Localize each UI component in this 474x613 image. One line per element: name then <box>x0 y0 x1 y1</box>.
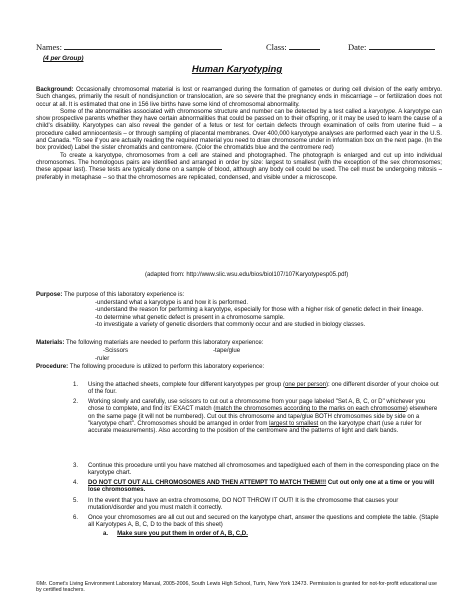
background-p2-term: karyotype <box>368 107 395 115</box>
step-number: 5. <box>73 497 79 504</box>
date-row <box>348 43 435 51</box>
purpose-item: -to determine what genetic defect is present in a chromosome sample. <box>95 313 285 321</box>
step4-text: Cut out only one at a time or you will lose chromosomes. <box>88 479 435 494</box>
step5-text: In the event that you have an extra chromosome, DO NOT THROW IT OUT! It is the chromosome that causes your mutation/disorder and you must match it correctly. <box>88 497 399 512</box>
source-citation: (adapted from: http://www.slic.wsu.edu/bios/biol107/107Karyotypesp05.pdf) <box>145 271 349 278</box>
procedure-label: Procedure: <box>36 363 69 370</box>
purpose-label: Purpose: <box>36 291 63 298</box>
step-number: 6. <box>73 514 79 521</box>
purpose-item: -understand the reason for performing a karyotype, especially for those with a higher risk of genetic defect in their lineage. <box>95 306 424 314</box>
background-p1: Occasionally chromosomal material is lost or rearranged during the formation of gametes or during cell division of the early embryo. Such changes, primarily the result of nondisjunction or translocation, are so severe that the pregnancy ends in miscarriage – or fertilization does not occur at all. It is estimated that one in 156 live births have some kind of chromosomal abnormality. <box>36 86 443 108</box>
procedure-step-6 <box>88 514 442 529</box>
step1-text-a: Using the attached sheets, complete four different karyotypes per group ( <box>88 381 286 388</box>
header-row <box>36 43 222 51</box>
step-number: 3. <box>73 462 79 469</box>
background-p3: To create a karyotype, chromosomes from a cell are stained and photographed. The photograph is enlarged and cut up into individual chromosomes. The homologous pairs are identified and arranged in order by size: largest to smallest (with the exception of the sex chromosomes; these appear last). These tests are typically done on a sample of blood, although any body cell could be used. The cell must be undergoing mitosis – preferably in metaphase – so that the chromosomes are replicated, condensed, and visible under a microscope. <box>36 151 442 181</box>
step-number: 2. <box>73 398 79 405</box>
footer-copyright: ©Mr. Comet's Living Environment Laboratory Manual, 2005-2006, South Lewis High School, Turin, New York 13473. Permission is granted for not-for-profit educational use by certified teachers. <box>36 581 437 594</box>
procedure-step-4 <box>88 479 442 494</box>
step2-text-a: Working slowly and carefully, use scissors to cut out a chromosome from your page labeled "Set A, B, C, or D" whichever you chose to complete, and find its' EXACT match ( <box>88 398 426 413</box>
background-p2-a: Some of the abnormalities associated with chromosome structure and number can be detected by a test called a <box>60 107 369 115</box>
group-note: (4 per Group) <box>43 55 84 62</box>
substep-text: Make sure you put them in order of A, B, C,D. <box>117 530 248 537</box>
material-ruler: -ruler <box>95 355 110 362</box>
step4-warning: DO NOT CUT OUT ALL CHROMOSOMES AND THEN ATTEMPT TO MATCH THEM!!! <box>88 479 327 486</box>
substep-letter: a. <box>103 530 109 537</box>
step2-text-b: ) elsewhere on the same page (it will not be numbered). Cut out this chromosome and tape/glue BOTH chromosomes side by side on a "karyotype chart". Chromosomes should be arranged in order from <box>88 405 438 427</box>
step-number: 4. <box>73 479 79 486</box>
materials-label: Materials: <box>36 339 65 346</box>
step2-text-c: on the karyotype chart (use a ruler for accurate measurements). Also according to the position of the centromere and the patterns of light and dark bands. <box>88 419 422 435</box>
names-blank[interactable] <box>64 43 222 50</box>
step-number: 1. <box>73 381 79 388</box>
materials-intro: The following materials are needed to perform this laboratory experience: <box>66 339 264 346</box>
step2-emphasis-2: largest to smallest <box>269 419 319 427</box>
purpose-intro: The purpose of this laboratory experience is: <box>64 291 185 298</box>
step3-text: Continue this procedure until you have matched all chromosomes and taped/glued each of them in the corresponding place on the karyotype chart. <box>88 462 439 477</box>
background-label: Background: <box>36 86 74 93</box>
step6-text: Once your chromosomes are all cut out and secured on the karyotype chart, answer the questions and complete the table. (Staple all Karyotypes A, B, C, D to the back of this sheet) <box>88 514 439 529</box>
step2-emphasis: match the chromosomes according to the marks on each chromosome <box>215 405 406 413</box>
purpose-section <box>36 291 442 298</box>
material-scissors: -Scissors <box>103 347 129 354</box>
procedure-step-3 <box>88 462 442 477</box>
purpose-item: -understand what a karyotype is and how it is performed. <box>95 299 249 306</box>
procedure-step-2 <box>88 398 442 434</box>
date-blank[interactable] <box>369 43 435 50</box>
step1-emphasis: one per person <box>285 381 327 388</box>
procedure-row <box>36 363 264 370</box>
background-p2-b: . A karyotype can show prospective parents whether they have certain abnormalities that could be passed on to their offspring, or it may be used to learn the cause of a child's disability. Karyotypes can also reveal the gender of a fetus or test for certain defects through examination of cells from uterine fluid – a procedure called amniocentesis – or through sampling of placental membranes. Over 400,000 karyotype analyses are performed each year in the U.S. and Canada. *To see if you are actually reading the required material you need to draw chromosome under in information box on the next page. (In the box provided) Label the sister chromatids and centromere. (Color the chromatids blue and the centromere red) <box>36 107 442 152</box>
purpose-items <box>95 299 440 328</box>
procedure-substep-a <box>103 530 248 537</box>
procedure-step-1 <box>88 381 442 396</box>
procedure-intro: The following procedure is utilized to perform this laboratory experience: <box>69 363 265 370</box>
date-label: Date: <box>348 42 367 52</box>
class-row <box>266 43 320 51</box>
page-title: Human Karyotyping <box>191 64 283 75</box>
names-label: Names: <box>36 42 62 52</box>
background-section <box>36 86 442 181</box>
class-label: Class: <box>266 42 287 52</box>
purpose-item: -to investigate a variety of genetic disorders that commonly occur and are studied in biology classes. <box>95 320 366 328</box>
class-blank[interactable] <box>289 43 320 50</box>
step1-text-b: ): one different disorder of your choice out of the four. <box>88 381 439 396</box>
procedure-step-5 <box>88 497 442 512</box>
materials-row <box>36 339 264 346</box>
material-tape: -tape/glue <box>213 347 241 354</box>
